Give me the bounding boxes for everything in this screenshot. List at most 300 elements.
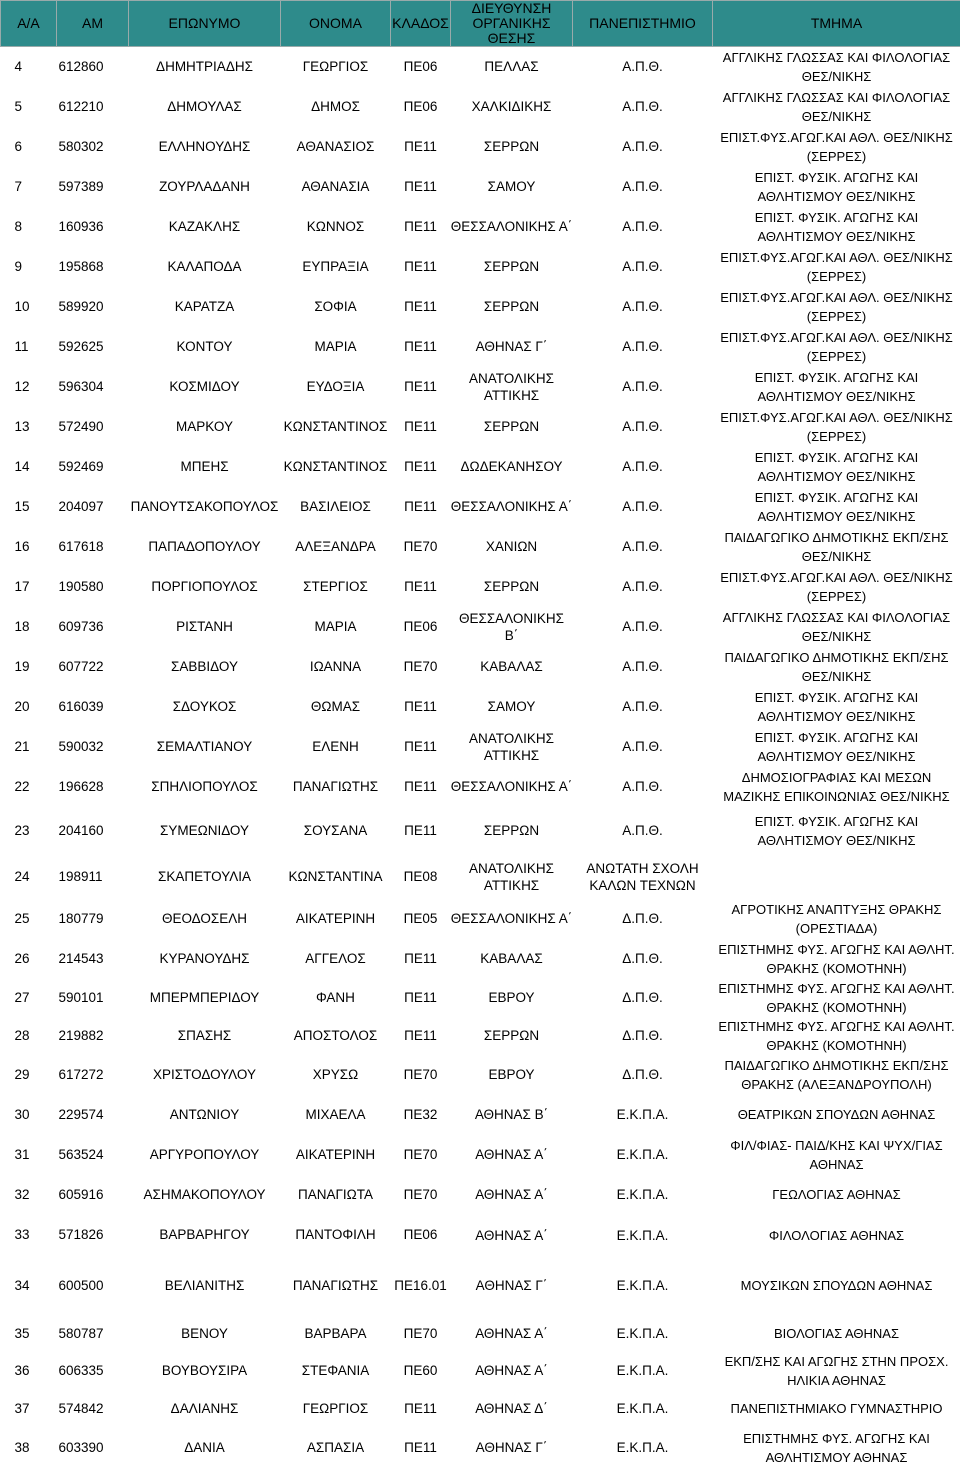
cell-directorate: ΠΕΛΛΑΣ <box>451 47 573 87</box>
cell-aa: 7 <box>1 167 57 207</box>
cell-university: Α.Π.Θ. <box>573 807 713 855</box>
cell-surname: ΑΣΗΜΑΚΟΠΟΥΛΟΥ <box>129 1175 281 1215</box>
table-row <box>1 527 960 567</box>
cell-am: 214543 <box>57 939 129 979</box>
header-department: ΤΜΗΜΑ <box>713 1 960 47</box>
cell-name: ΦΑΝΗ <box>281 979 391 1017</box>
cell-aa: 25 <box>1 899 57 939</box>
cell-aa: 6 <box>1 127 57 167</box>
table-row <box>1 1135 960 1175</box>
cell-surname: ΕΛΛΗΝΟΥΔΗΣ <box>129 127 281 167</box>
cell-aa: 18 <box>1 607 57 647</box>
cell-department: ΑΓΓΛΙΚΗΣ ΓΛΩΣΣΑΣ ΚΑΙ ΦΙΛΟΛΟΓΙΑΣ ΘΕΣ/ΝΙΚΗΣ <box>713 87 960 127</box>
cell-department: ΕΚΠ/ΣΗΣ ΚΑΙ ΑΓΩΓΗΣ ΣΤΗΝ ΠΡΟΣΧ. ΗΛΙΚΙΑ ΑΘΗΝΑΣ <box>713 1352 960 1390</box>
cell-branch: ΠΕ11 <box>391 687 451 727</box>
table-row <box>1 247 960 287</box>
cell-name: ΕΛΕΝΗ <box>281 727 391 767</box>
table-row <box>1 167 960 207</box>
cell-university: Ε.Κ.Π.Α. <box>573 1428 713 1468</box>
table-row <box>1 47 960 87</box>
header-directorate <box>451 1 573 47</box>
cell-surname: ΚΑΖΑΚΛΗΣ <box>129 207 281 247</box>
cell-name: ΓΕΩΡΓΙΟΣ <box>281 47 391 87</box>
cell-name: ΑΘΑΝΑΣΙΑ <box>281 167 391 207</box>
cell-am: 160936 <box>57 207 129 247</box>
table-row <box>1 1390 960 1428</box>
cell-name: ΚΩΝΣΤΑΝΤΙΝΟΣ <box>281 447 391 487</box>
cell-aa: 21 <box>1 727 57 767</box>
cell-am: 600500 <box>57 1256 129 1316</box>
table-row <box>1 1316 960 1352</box>
table-row <box>1 807 960 855</box>
cell-surname: ΣΑΒΒΙΔΟΥ <box>129 647 281 687</box>
cell-name: ΧΡΥΣΩ <box>281 1055 391 1095</box>
cell-surname: ΣΔΟΥΚΟΣ <box>129 687 281 727</box>
cell-directorate: ΣΕΡΡΩΝ <box>451 287 573 327</box>
cell-directorate: ΑΘΗΝΑΣ Β΄ <box>451 1095 573 1135</box>
cell-aa: 35 <box>1 1316 57 1352</box>
cell-department: ΓΕΩΛΟΓΙΑΣ ΑΘΗΝΑΣ <box>713 1175 960 1215</box>
cell-directorate: ΣΕΡΡΩΝ <box>451 127 573 167</box>
cell-department: ΠΑΙΔΑΓΩΓΙΚΟ ΔΗΜΟΤΙΚΗΣ ΕΚΠ/ΣΗΣ ΘΕΣ/ΝΙΚΗΣ <box>713 647 960 687</box>
cell-name: ΔΗΜΟΣ <box>281 87 391 127</box>
table-row <box>1 1095 960 1135</box>
cell-branch: ΠΕ70 <box>391 1175 451 1215</box>
cell-directorate: ΑΘΗΝΑΣ Α΄ <box>451 1215 573 1256</box>
cell-department: ΕΠΙΣΤΗΜΗΣ ΦΥΣ. ΑΓΩΓΗΣ ΚΑΙ ΑΘΛΗΤ. ΘΡΑΚΗΣ (ΚΟΜΟΤΗΝΗ) <box>713 939 960 979</box>
cell-university: Ε.Κ.Π.Α. <box>573 1135 713 1175</box>
cell-surname: ΔΗΜΟΥΛΑΣ <box>129 87 281 127</box>
cell-surname: ΔΑΝΙΑ <box>129 1428 281 1468</box>
cell-am: 603390 <box>57 1428 129 1468</box>
cell-department: ΘΕΑΤΡΙΚΩΝ ΣΠΟΥΔΩΝ ΑΘΗΝΑΣ <box>713 1095 960 1135</box>
cell-university: Α.Π.Θ. <box>573 287 713 327</box>
cell-branch: ΠΕ11 <box>391 367 451 407</box>
cell-name: ΜΙΧΑΕΛΑ <box>281 1095 391 1135</box>
table-row <box>1 1055 960 1095</box>
cell-aa: 31 <box>1 1135 57 1175</box>
cell-am: 612210 <box>57 87 129 127</box>
cell-am: 180779 <box>57 899 129 939</box>
cell-name: ΒΑΣΙΛΕΙΟΣ <box>281 487 391 527</box>
cell-aa: 23 <box>1 807 57 855</box>
cell-aa: 4 <box>1 47 57 87</box>
cell-directorate: ΘΕΣΣΑΛΟΝΙΚΗΣ Α΄ <box>451 207 573 247</box>
cell-aa: 8 <box>1 207 57 247</box>
cell-department: ΕΠΙΣΤ. ΦΥΣΙΚ. ΑΓΩΓΗΣ ΚΑΙ ΑΘΛΗΤΙΣΜΟΥ ΘΕΣ/ΝΙΚΗΣ <box>713 367 960 407</box>
cell-aa: 14 <box>1 447 57 487</box>
cell-department <box>713 855 960 899</box>
cell-aa: 36 <box>1 1352 57 1390</box>
cell-university: Δ.Π.Θ. <box>573 939 713 979</box>
cell-directorate: ΘΕΣΣΑΛΟΝΙΚΗΣ Α΄ <box>451 899 573 939</box>
cell-name: ΕΥΔΟΞΙΑ <box>281 367 391 407</box>
table-row <box>1 647 960 687</box>
cell-surname: ΣΠΑΣΗΣ <box>129 1017 281 1055</box>
cell-department: ΦΙΛΟΛΟΓΙΑΣ ΑΘΗΝΑΣ <box>713 1215 960 1256</box>
cell-surname: ΒΑΡΒΑΡΗΓΟΥ <box>129 1215 281 1256</box>
cell-name: ΕΥΠΡΑΞΙΑ <box>281 247 391 287</box>
cell-department: ΕΠΙΣΤ.ΦΥΣ.ΑΓΩΓ.ΚΑΙ ΑΘΛ. ΘΕΣ/ΝΙΚΗΣ (ΣΕΡΡΕΣ) <box>713 287 960 327</box>
cell-branch: ΠΕ06 <box>391 1215 451 1256</box>
cell-am: 204160 <box>57 807 129 855</box>
cell-department: ΠΑΝΕΠΙΣΤΗΜΙΑΚΟ ΓΥΜΝΑΣΤΗΡΙΟ <box>713 1390 960 1428</box>
cell-surname: ΚΑΛΑΠΟΔΑ <box>129 247 281 287</box>
cell-university: Α.Π.Θ. <box>573 367 713 407</box>
cell-aa: 38 <box>1 1428 57 1468</box>
cell-aa: 5 <box>1 87 57 127</box>
cell-department: ΕΠΙΣΤ. ΦΥΣΙΚ. ΑΓΩΓΗΣ ΚΑΙ ΑΘΛΗΤΙΣΜΟΥ ΘΕΣ/ΝΙΚΗΣ <box>713 167 960 207</box>
cell-am: 596304 <box>57 367 129 407</box>
cell-surname: ΜΠΕΗΣ <box>129 447 281 487</box>
cell-aa: 37 <box>1 1390 57 1428</box>
cell-am: 572490 <box>57 407 129 447</box>
cell-branch: ΠΕ70 <box>391 1055 451 1095</box>
table-row <box>1 607 960 647</box>
cell-branch: ΠΕ05 <box>391 899 451 939</box>
cell-branch: ΠΕ06 <box>391 607 451 647</box>
table-row <box>1 567 960 607</box>
cell-university: Ε.Κ.Π.Α. <box>573 1175 713 1215</box>
cell-aa: 28 <box>1 1017 57 1055</box>
cell-directorate: ΑΘΗΝΑΣ Γ΄ <box>451 1428 573 1468</box>
cell-surname: ΚΟΣΜΙΔΟΥ <box>129 367 281 407</box>
table-row <box>1 899 960 939</box>
cell-name: ΑΣΠΑΣΙΑ <box>281 1428 391 1468</box>
cell-am: 616039 <box>57 687 129 727</box>
cell-name: ΑΙΚΑΤΕΡΙΝΗ <box>281 1135 391 1175</box>
cell-surname: ΘΕΟΔΟΣΕΛΗ <box>129 899 281 939</box>
table-row <box>1 1352 960 1390</box>
cell-branch: ΠΕ11 <box>391 979 451 1017</box>
cell-department: ΑΓΡΟΤΙΚΗΣ ΑΝΑΠΤΥΞΗΣ ΘΡΑΚΗΣ (ΟΡΕΣΤΙΑΔΑ) <box>713 899 960 939</box>
cell-surname: ΡΙΣΤΑΝΗ <box>129 607 281 647</box>
table-row <box>1 447 960 487</box>
cell-branch: ΠΕ11 <box>391 767 451 807</box>
table-row <box>1 727 960 767</box>
cell-directorate: ΔΩΔΕΚΑΝΗΣΟΥ <box>451 447 573 487</box>
cell-directorate: ΘΕΣΣΑΛΟΝΙΚΗΣ Β΄ <box>451 607 573 647</box>
cell-directorate: ΑΘΗΝΑΣ Α΄ <box>451 1316 573 1352</box>
cell-surname: ΠΑΝΟΥΤΣΑΚΟΠΟΥΛΟΣ <box>129 487 281 527</box>
cell-branch: ΠΕ70 <box>391 1316 451 1352</box>
cell-surname: ΒΕΝΟΥ <box>129 1316 281 1352</box>
table-row <box>1 127 960 167</box>
cell-department: ΕΠΙΣΤ. ΦΥΣΙΚ. ΑΓΩΓΗΣ ΚΑΙ ΑΘΛΗΤΙΣΜΟΥ ΘΕΣ/ΝΙΚΗΣ <box>713 727 960 767</box>
cell-surname: ΜΑΡΚΟΥ <box>129 407 281 447</box>
cell-aa: 10 <box>1 287 57 327</box>
header-directorate-line2: ΟΡΓΑΝΙΚΗΣ ΘΕΣΗΣ <box>451 16 572 46</box>
table-row <box>1 1215 960 1256</box>
cell-branch: ΠΕ32 <box>391 1095 451 1135</box>
cell-branch: ΠΕ70 <box>391 1135 451 1175</box>
cell-surname: ΚΥΡΑΝΟΥΔΗΣ <box>129 939 281 979</box>
cell-university: Ε.Κ.Π.Α. <box>573 1352 713 1390</box>
cell-surname: ΔΗΜΗΤΡΙΑΔΗΣ <box>129 47 281 87</box>
table-row <box>1 1256 960 1316</box>
cell-directorate: ΘΕΣΣΑΛΟΝΙΚΗΣ Α΄ <box>451 767 573 807</box>
cell-am: 590101 <box>57 979 129 1017</box>
cell-university: Ε.Κ.Π.Α. <box>573 1095 713 1135</box>
cell-surname: ΠΟΡΓΙΟΠΟΥΛΟΣ <box>129 567 281 607</box>
cell-branch: ΠΕ11 <box>391 939 451 979</box>
cell-branch: ΠΕ16.01 <box>391 1256 451 1316</box>
cell-branch: ΠΕ11 <box>391 1017 451 1055</box>
cell-university: Δ.Π.Θ. <box>573 899 713 939</box>
cell-directorate: ΣΕΡΡΩΝ <box>451 807 573 855</box>
cell-department: ΕΠΙΣΤ.ΦΥΣ.ΑΓΩΓ.ΚΑΙ ΑΘΛ. ΘΕΣ/ΝΙΚΗΣ (ΣΕΡΡΕΣ) <box>713 567 960 607</box>
cell-name: ΣΟΥΣΑΝΑ <box>281 807 391 855</box>
cell-department: ΑΓΓΛΙΚΗΣ ΓΛΩΣΣΑΣ ΚΑΙ ΦΙΛΟΛΟΓΙΑΣ ΘΕΣ/ΝΙΚΗΣ <box>713 47 960 87</box>
cell-directorate: ΑΝΑΤΟΛΙΚΗΣ ΑΤΤΙΚΗΣ <box>451 727 573 767</box>
cell-department: ΕΠΙΣΤ.ΦΥΣ.ΑΓΩΓ.ΚΑΙ ΑΘΛ. ΘΕΣ/ΝΙΚΗΣ (ΣΕΡΡΕΣ) <box>713 407 960 447</box>
cell-am: 597389 <box>57 167 129 207</box>
cell-am: 617618 <box>57 527 129 567</box>
cell-name: ΘΩΜΑΣ <box>281 687 391 727</box>
cell-surname: ΔΑΛΙΑΝΗΣ <box>129 1390 281 1428</box>
table-row <box>1 87 960 127</box>
cell-department: ΕΠΙΣΤ. ΦΥΣΙΚ. ΑΓΩΓΗΣ ΚΑΙ ΑΘΛΗΤΙΣΜΟΥ ΘΕΣ/ΝΙΚΗΣ <box>713 207 960 247</box>
cell-aa: 22 <box>1 767 57 807</box>
cell-aa: 24 <box>1 855 57 899</box>
cell-department: ΠΑΙΔΑΓΩΓΙΚΟ ΔΗΜΟΤΙΚΗΣ ΕΚΠ/ΣΗΣ ΘΡΑΚΗΣ (ΑΛΕΞΑΝΔΡΟΥΠΟΛΗ) <box>713 1055 960 1095</box>
cell-am: 612860 <box>57 47 129 87</box>
cell-department: ΠΑΙΔΑΓΩΓΙΚΟ ΔΗΜΟΤΙΚΗΣ ΕΚΠ/ΣΗΣ ΘΕΣ/ΝΙΚΗΣ <box>713 527 960 567</box>
header-directorate-line1: ΔΙΕΥΘΥΝΣΗ <box>451 1 572 16</box>
cell-branch: ΠΕ11 <box>391 727 451 767</box>
cell-department: ΔΗΜΟΣΙΟΓΡΑΦΙΑΣ ΚΑΙ ΜΕΣΩΝ ΜΑΖΙΚΗΣ ΕΠΙΚΟΙΝΩΝΙΑΣ ΘΕΣ/ΝΙΚΗΣ <box>713 767 960 807</box>
cell-department: ΒΙΟΛΟΓΙΑΣ ΑΘΗΝΑΣ <box>713 1316 960 1352</box>
header-university: ΠΑΝΕΠΙΣΤΗΜΙΟ <box>573 1 713 47</box>
cell-department: ΕΠΙΣΤ. ΦΥΣΙΚ. ΑΓΩΓΗΣ ΚΑΙ ΑΘΛΗΤΙΣΜΟΥ ΘΕΣ/ΝΙΚΗΣ <box>713 487 960 527</box>
cell-directorate: ΑΘΗΝΑΣ Α΄ <box>451 1175 573 1215</box>
cell-university: Α.Π.Θ. <box>573 407 713 447</box>
cell-university: Ε.Κ.Π.Α. <box>573 1215 713 1256</box>
cell-branch: ΠΕ11 <box>391 1390 451 1428</box>
cell-aa: 13 <box>1 407 57 447</box>
cell-aa: 34 <box>1 1256 57 1316</box>
cell-am: 609736 <box>57 607 129 647</box>
cell-aa: 16 <box>1 527 57 567</box>
cell-directorate: ΑΘΗΝΑΣ Γ΄ <box>451 1256 573 1316</box>
cell-am: 592625 <box>57 327 129 367</box>
cell-directorate: ΑΘΗΝΑΣ Γ΄ <box>451 327 573 367</box>
table-row <box>1 855 960 899</box>
cell-branch: ΠΕ11 <box>391 447 451 487</box>
cell-branch: ΠΕ11 <box>391 207 451 247</box>
table-row <box>1 1428 960 1468</box>
cell-name: ΑΘΑΝΑΣΙΟΣ <box>281 127 391 167</box>
cell-name: ΑΠΟΣΤΟΛΟΣ <box>281 1017 391 1055</box>
cell-university: Ε.Κ.Π.Α. <box>573 1390 713 1428</box>
cell-surname: ΣΠΗΛΙΟΠΟΥΛΟΣ <box>129 767 281 807</box>
cell-directorate: ΑΘΗΝΑΣ Α΄ <box>451 1135 573 1175</box>
cell-branch: ΠΕ11 <box>391 287 451 327</box>
cell-am: 589920 <box>57 287 129 327</box>
cell-branch: ΠΕ08 <box>391 855 451 899</box>
cell-surname: ΖΟΥΡΛΑΔΑΝΗ <box>129 167 281 207</box>
cell-surname: ΚΟΝΤΟΥ <box>129 327 281 367</box>
cell-directorate: ΚΑΒΑΛΑΣ <box>451 647 573 687</box>
cell-branch: ΠΕ11 <box>391 327 451 367</box>
cell-university: Ε.Κ.Π.Α. <box>573 1256 713 1316</box>
table-header-row <box>1 1 960 47</box>
cell-department: ΕΠΙΣΤ.ΦΥΣ.ΑΓΩΓ.ΚΑΙ ΑΘΛ. ΘΕΣ/ΝΙΚΗΣ (ΣΕΡΡΕΣ) <box>713 127 960 167</box>
cell-name: ΑΛΕΞΑΝΔΡΑ <box>281 527 391 567</box>
cell-branch: ΠΕ70 <box>391 647 451 687</box>
cell-am: 580302 <box>57 127 129 167</box>
cell-directorate: ΣΑΜΟΥ <box>451 167 573 207</box>
cell-university: Δ.Π.Θ. <box>573 1055 713 1095</box>
table-row <box>1 687 960 727</box>
cell-aa: 32 <box>1 1175 57 1215</box>
cell-surname: ΒΕΛΙΑΝΙΤΗΣ <box>129 1256 281 1316</box>
cell-directorate: ΣΕΡΡΩΝ <box>451 567 573 607</box>
cell-department: ΦΙΛ/ΦΙΑΣ- ΠΑΙΔ/ΚΗΣ ΚΑΙ ΨΥΧ/ΓΙΑΣ ΑΘΗΝΑΣ <box>713 1135 960 1175</box>
cell-am: 219882 <box>57 1017 129 1055</box>
cell-aa: 11 <box>1 327 57 367</box>
cell-university: Α.Π.Θ. <box>573 607 713 647</box>
cell-university: Α.Π.Θ. <box>573 247 713 287</box>
cell-department: ΜΟΥΣΙΚΩΝ ΣΠΟΥΔΩΝ ΑΘΗΝΑΣ <box>713 1256 960 1316</box>
cell-branch: ΠΕ11 <box>391 407 451 447</box>
cell-university: Α.Π.Θ. <box>573 447 713 487</box>
cell-university: Α.Π.Θ. <box>573 527 713 567</box>
cell-name: ΣΤΕΦΑΝΙΑ <box>281 1352 391 1390</box>
cell-surname: ΚΑΡΑΤΖΑ <box>129 287 281 327</box>
cell-university: Α.Π.Θ. <box>573 687 713 727</box>
cell-am: 580787 <box>57 1316 129 1352</box>
cell-surname: ΑΡΓΥΡΟΠΟΥΛΟΥ <box>129 1135 281 1175</box>
cell-university: Δ.Π.Θ. <box>573 979 713 1017</box>
cell-branch: ΠΕ11 <box>391 127 451 167</box>
cell-surname: ΒΟΥΒΟΥΣΙΡΑ <box>129 1352 281 1390</box>
cell-department: ΕΠΙΣΤ. ΦΥΣΙΚ. ΑΓΩΓΗΣ ΚΑΙ ΑΘΛΗΤΙΣΜΟΥ ΘΕΣ/ΝΙΚΗΣ <box>713 807 960 855</box>
cell-branch: ΠΕ06 <box>391 47 451 87</box>
cell-university: Α.Π.Θ. <box>573 567 713 607</box>
cell-department: ΕΠΙΣΤΗΜΗΣ ΦΥΣ. ΑΓΩΓΗΣ ΚΑΙ ΑΘΛΗΤ. ΘΡΑΚΗΣ (ΚΟΜΟΤΗΝΗ) <box>713 1017 960 1055</box>
cell-department: ΕΠΙΣΤ. ΦΥΣΙΚ. ΑΓΩΓΗΣ ΚΑΙ ΑΘΛΗΤΙΣΜΟΥ ΘΕΣ/ΝΙΚΗΣ <box>713 687 960 727</box>
cell-am: 574842 <box>57 1390 129 1428</box>
cell-name: ΠΑΝΑΓΙΩΤΑ <box>281 1175 391 1215</box>
cell-directorate: ΑΝΑΤΟΛΙΚΗΣ ΑΤΤΙΚΗΣ <box>451 855 573 899</box>
cell-directorate: ΧΑΝΙΩΝ <box>451 527 573 567</box>
table-row <box>1 1017 960 1055</box>
cell-university: Α.Π.Θ. <box>573 727 713 767</box>
cell-name: ΣΤΕΡΓΙΟΣ <box>281 567 391 607</box>
cell-university: Α.Π.Θ. <box>573 487 713 527</box>
header-aa: Α/Α <box>1 1 57 47</box>
table-row <box>1 1175 960 1215</box>
cell-am: 563524 <box>57 1135 129 1175</box>
cell-name: ΜΑΡΙΑ <box>281 607 391 647</box>
table-row <box>1 487 960 527</box>
cell-university: Α.Π.Θ. <box>573 327 713 367</box>
cell-directorate: ΕΒΡΟΥ <box>451 979 573 1017</box>
cell-directorate: ΣΕΡΡΩΝ <box>451 247 573 287</box>
cell-am: 198911 <box>57 855 129 899</box>
cell-directorate: ΚΑΒΑΛΑΣ <box>451 939 573 979</box>
cell-directorate: ΘΕΣΣΑΛΟΝΙΚΗΣ Α΄ <box>451 487 573 527</box>
cell-name: ΒΑΡΒΑΡΑ <box>281 1316 391 1352</box>
cell-aa: 17 <box>1 567 57 607</box>
cell-directorate: ΕΒΡΟΥ <box>451 1055 573 1095</box>
cell-department: ΕΠΙΣΤΗΜΗΣ ΦΥΣ. ΑΓΩΓΗΣ ΚΑΙ ΑΘΛΗΤΙΣΜΟΥ ΑΘΗΝΑΣ <box>713 1428 960 1468</box>
cell-am: 607722 <box>57 647 129 687</box>
cell-aa: 33 <box>1 1215 57 1256</box>
cell-surname: ΣΚΑΠΕΤΟΥΛΙΑ <box>129 855 281 899</box>
table-row <box>1 287 960 327</box>
cell-branch: ΠΕ11 <box>391 1428 451 1468</box>
table-row <box>1 367 960 407</box>
cell-branch: ΠΕ06 <box>391 87 451 127</box>
cell-am: 592469 <box>57 447 129 487</box>
cell-branch: ΠΕ11 <box>391 247 451 287</box>
cell-name: ΑΓΓΕΛΟΣ <box>281 939 391 979</box>
cell-department: ΕΠΙΣΤ.ΦΥΣ.ΑΓΩΓ.ΚΑΙ ΑΘΛ. ΘΕΣ/ΝΙΚΗΣ (ΣΕΡΡΕΣ) <box>713 327 960 367</box>
cell-department: ΕΠΙΣΤ.ΦΥΣ.ΑΓΩΓ.ΚΑΙ ΑΘΛ. ΘΕΣ/ΝΙΚΗΣ (ΣΕΡΡΕΣ) <box>713 247 960 287</box>
cell-university: Α.Π.Θ. <box>573 647 713 687</box>
cell-aa: 19 <box>1 647 57 687</box>
cell-aa: 29 <box>1 1055 57 1095</box>
header-branch: ΚΛΑΔΟΣ <box>391 1 451 47</box>
cell-name: ΚΩΝΣΤΑΝΤΙΝΟΣ <box>281 407 391 447</box>
cell-university: Ε.Κ.Π.Α. <box>573 1316 713 1352</box>
cell-directorate: ΣΕΡΡΩΝ <box>451 1017 573 1055</box>
cell-surname: ΧΡΙΣΤΟΔΟΥΛΟΥ <box>129 1055 281 1095</box>
cell-name: ΠΑΝΑΓΙΩΤΗΣ <box>281 1256 391 1316</box>
cell-name: ΓΕΩΡΓΙΟΣ <box>281 1390 391 1428</box>
table-row <box>1 939 960 979</box>
cell-name: ΙΩΑΝΝΑ <box>281 647 391 687</box>
cell-aa: 26 <box>1 939 57 979</box>
table-row <box>1 979 960 1017</box>
cell-surname: ΑΝΤΩΝΙΟΥ <box>129 1095 281 1135</box>
cell-branch: ΠΕ11 <box>391 487 451 527</box>
table-row <box>1 407 960 447</box>
header-name: ΟΝΟΜΑ <box>281 1 391 47</box>
cell-am: 590032 <box>57 727 129 767</box>
cell-surname: ΣΕΜΑΛΤΙΑΝΟΥ <box>129 727 281 767</box>
cell-aa: 20 <box>1 687 57 727</box>
cell-directorate: ΑΘΗΝΑΣ Α΄ <box>451 1352 573 1390</box>
cell-branch: ΠΕ11 <box>391 567 451 607</box>
cell-name: ΣΟΦΙΑ <box>281 287 391 327</box>
cell-branch: ΠΕ11 <box>391 807 451 855</box>
table-row <box>1 327 960 367</box>
cell-am: 196628 <box>57 767 129 807</box>
cell-am: 605916 <box>57 1175 129 1215</box>
cell-department: ΕΠΙΣΤ. ΦΥΣΙΚ. ΑΓΩΓΗΣ ΚΑΙ ΑΘΛΗΤΙΣΜΟΥ ΘΕΣ/ΝΙΚΗΣ <box>713 447 960 487</box>
cell-surname: ΜΠΕΡΜΠΕΡΙΔΟΥ <box>129 979 281 1017</box>
cell-university: Α.Π.Θ. <box>573 47 713 87</box>
cell-name: ΑΙΚΑΤΕΡΙΝΗ <box>281 899 391 939</box>
header-am: ΑΜ <box>57 1 129 47</box>
cell-am: 571826 <box>57 1215 129 1256</box>
cell-branch: ΠΕ70 <box>391 527 451 567</box>
table-row <box>1 207 960 247</box>
cell-name: ΚΩΝΣΤΑΝΤΙΝΑ <box>281 855 391 899</box>
cell-university: Δ.Π.Θ. <box>573 1017 713 1055</box>
cell-name: ΚΩΝΝΟΣ <box>281 207 391 247</box>
cell-aa: 30 <box>1 1095 57 1135</box>
cell-university: Α.Π.Θ. <box>573 207 713 247</box>
cell-am: 606335 <box>57 1352 129 1390</box>
cell-directorate: ΣΕΡΡΩΝ <box>451 407 573 447</box>
cell-directorate: ΑΘΗΝΑΣ Δ΄ <box>451 1390 573 1428</box>
cell-department: ΑΓΓΛΙΚΗΣ ΓΛΩΣΣΑΣ ΚΑΙ ΦΙΛΟΛΟΓΙΑΣ ΘΕΣ/ΝΙΚΗΣ <box>713 607 960 647</box>
cell-surname: ΠΑΠΑΔΟΠΟΥΛΟΥ <box>129 527 281 567</box>
